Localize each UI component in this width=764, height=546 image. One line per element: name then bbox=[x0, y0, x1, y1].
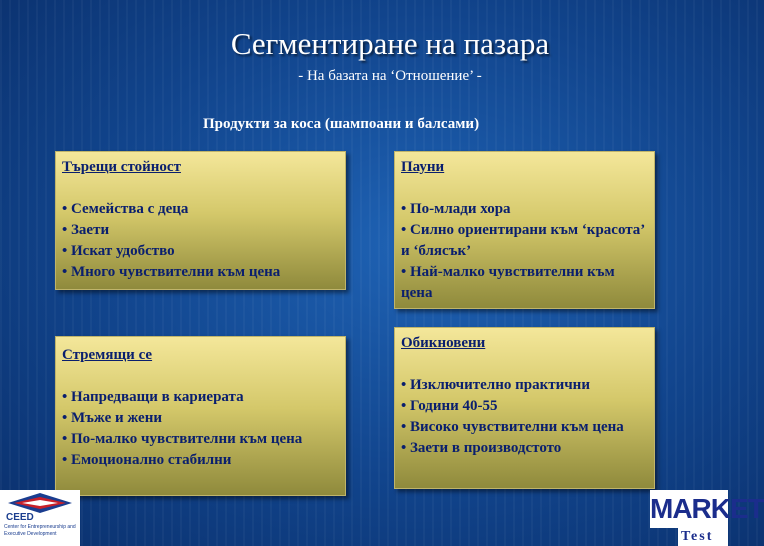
segment-item: • Силно ориентирани към ‘красота’ и ‘блясък’ bbox=[401, 222, 645, 259]
segment-title: Търещи стойност bbox=[62, 159, 181, 175]
segment-item: • Напредващи в кариерата bbox=[62, 389, 244, 405]
segment-title: Пауни bbox=[401, 159, 445, 175]
ceed-name: CEED bbox=[6, 512, 34, 523]
segment-item: • По-малко чувствителни към цена bbox=[62, 431, 303, 447]
segment-title: Обикновени bbox=[401, 335, 486, 351]
segment-item: • Заети bbox=[62, 222, 110, 238]
segment-item: • Най-малко чувствителни към цена bbox=[401, 264, 615, 301]
markettest-logo bbox=[650, 490, 764, 546]
segment-item: • Високо чувствителни към цена bbox=[401, 419, 624, 435]
ceed-logo bbox=[0, 490, 80, 546]
segment-item: • По-млади хора bbox=[401, 201, 511, 217]
slide-heading: Продукти за коса (шампоани и балсами) bbox=[203, 116, 480, 132]
segment-item: • Много чувствителни към цена bbox=[62, 264, 281, 280]
ceed-subtitle: Center for Entrepreneurship and Executive Development bbox=[4, 524, 76, 537]
slide-title: Сегментиране на пазара bbox=[230, 26, 550, 61]
segment-title: Стремящи се bbox=[62, 347, 153, 363]
segment-item: • Заети в производстото bbox=[401, 440, 562, 456]
segment-item: • Семейства с деца bbox=[62, 201, 189, 217]
segment-item: • Емоционално стабилни bbox=[62, 452, 232, 468]
segment-item: • Мъже и жени bbox=[62, 410, 163, 426]
segment-box-value-seekers bbox=[55, 151, 346, 290]
segment-box-peacocks bbox=[394, 151, 655, 309]
test-wordmark: Test bbox=[678, 528, 728, 546]
slide-subtitle: - На базата на ‘Отношение’ - bbox=[298, 68, 482, 84]
ceed-arrow-icon bbox=[6, 493, 74, 513]
segment-item: • Искат удобство bbox=[62, 243, 175, 259]
segment-item: • Изключително практични bbox=[401, 377, 590, 393]
segment-box-ordinary bbox=[394, 327, 655, 489]
market-wordmark: MARKET bbox=[650, 490, 728, 528]
segment-box-strivers bbox=[55, 336, 346, 496]
segment-item: • Години 40-55 bbox=[401, 398, 498, 414]
